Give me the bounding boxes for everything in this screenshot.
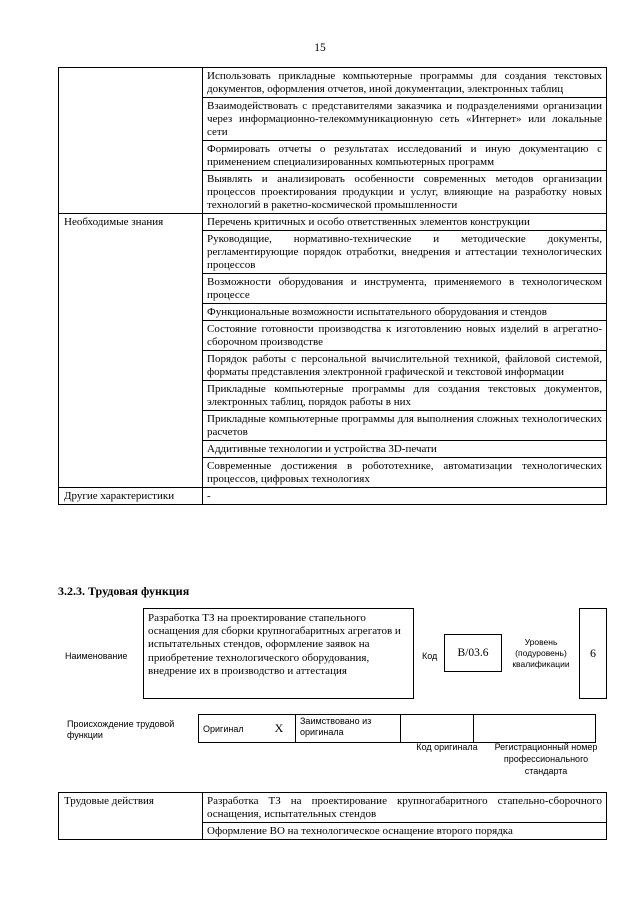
knowledge-item: Перечень критичных и особо ответственных элементов конструкции <box>203 214 607 231</box>
knowledge-label: Необходимые знания <box>59 214 203 488</box>
other-characteristics-value: - <box>203 488 607 505</box>
origin-table <box>198 714 596 743</box>
original-code-cell <box>401 715 474 743</box>
level-label: Уровень (подуровень) квалификации <box>512 637 570 669</box>
skill-item: Взаимодействовать с представителями заказчика и подразделениями организации через информационно-телекоммуникационную сеть «Интернет» или локальные сети <box>203 98 607 141</box>
other-characteristics-label: Другие характеристики <box>59 488 203 505</box>
skill-item: Выявлять и анализировать особенности современных методов организации процессов проектирования продукции и услуг, влияющие на разработку новых технологий в ракетно-космической промышленности <box>203 171 607 214</box>
knowledge-item: Функциональные возможности испытательного оборудования и стендов <box>203 304 607 321</box>
knowledge-item: Современные достижения в робототехнике, автоматизации технологических процессов, цифровых технологиях <box>203 458 607 488</box>
actions-table <box>58 792 607 840</box>
knowledge-item: Руководящие, нормативно-технические и методические документы, регламентирующие порядок отработки, внедрения и аттестации технологических процессов <box>203 231 607 274</box>
skill-item: Формировать отчеты о результатах исследований и иную документацию с применением специализированных компьютерных программ <box>203 141 607 171</box>
actions-label: Трудовые действия <box>59 793 203 840</box>
borrowed-label: Заимствовано из оригинала <box>296 715 401 743</box>
skills-label-cell <box>59 68 203 214</box>
action-item: Оформление ВО на технологическое оснащение второго порядка <box>203 823 607 840</box>
knowledge-item: Прикладные компьютерные программы для создания текстовых документов, электронных таблиц, порядок работы в них <box>203 381 607 411</box>
knowledge-item: Прикладные компьютерные программы для выполнения сложных технологических расчетов <box>203 411 607 441</box>
section-title: 3.2.3. Трудовая функция <box>58 584 190 598</box>
level-box: 6 <box>579 608 607 699</box>
function-name-box: Разработка ТЗ на проектирование стапельного оснащения для сборки крупногабаритных агрегатов и испытательных стендов, оформление заявок на приобретение технологического оборудования, внедрение их в производство и аттестация <box>143 608 414 699</box>
code-box: B/03.6 <box>444 634 502 672</box>
name-label: Наименование <box>65 651 128 661</box>
original-label: Оригинал <box>199 715 264 743</box>
origin-label: Происхождение трудовой функции <box>67 719 175 740</box>
caption-registration: Регистрационный номер профессионального стандарта <box>494 742 598 776</box>
knowledge-item: Аддитивные технологии и устройства 3D-печати <box>203 441 607 458</box>
knowledge-item: Возможности оборудования и инструмента, применяемого в технологическом процессе <box>203 274 607 304</box>
page-number: 15 <box>314 42 326 54</box>
registration-number-cell <box>474 715 596 743</box>
knowledge-item: Порядок работы с персональной вычислительной техникой, файловой системой, форматы представления электронной графической и текстовой информации <box>203 351 607 381</box>
code-label: Код <box>422 651 438 661</box>
original-mark: X <box>263 715 296 743</box>
caption-code: Код оригинала <box>416 742 478 752</box>
action-item: Разработка ТЗ на проектирование крупногабаритного стапельно-сборочного оснащения, испытательных стендов <box>203 793 607 823</box>
requirements-table <box>58 67 607 505</box>
skill-item: Использовать прикладные компьютерные программы для создания текстовых документов, оформления отчетов, иной документации, электронных таблиц <box>203 68 607 98</box>
knowledge-item: Состояние готовности производства к изготовлению новых изделий в агрегатно-сборочном производстве <box>203 321 607 351</box>
